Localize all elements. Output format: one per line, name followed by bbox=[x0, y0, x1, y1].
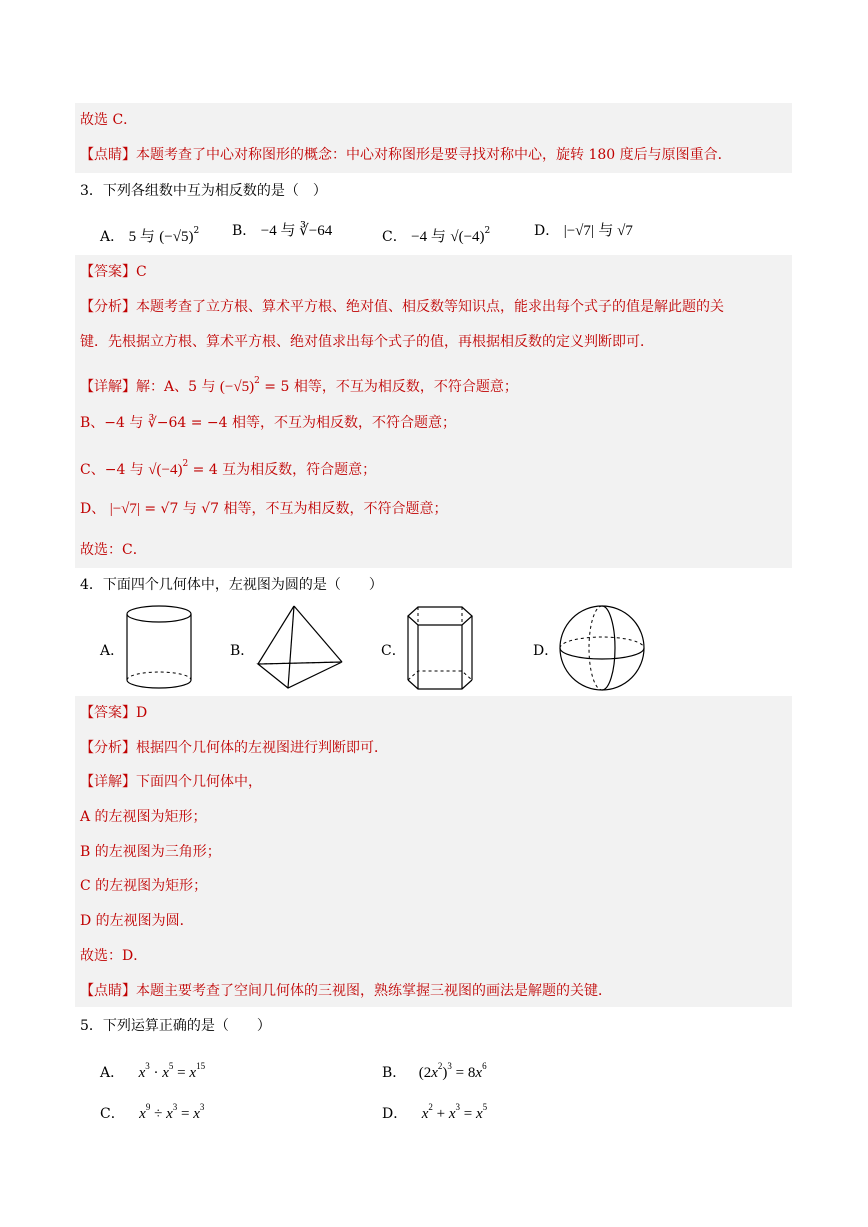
q3-option-b-text: −4 与 ∛−64 bbox=[260, 223, 333, 239]
q3-stem: 3．下列各组数中互为相反数的是（ ） bbox=[80, 183, 327, 199]
q5-stem: 5．下列运算正确的是（ ） bbox=[80, 1018, 271, 1034]
q3-detail-d-result: = √7 与 √7 相等，不互为相反数，不符合题意； bbox=[144, 501, 448, 517]
q3-detail-a-math: (−√5) bbox=[219, 379, 255, 395]
q3-analysis-1: 【分析】本题考查了立方根、算术平方根、绝对值、相反数等知识点，能求出每个式子的值是解此题的关 bbox=[80, 299, 724, 315]
q3-option-a-math: (−√5) bbox=[159, 229, 194, 245]
q3-answer: 【答案】C bbox=[80, 264, 147, 280]
q5-option-d: D． $x^2 + x^3 = x^5$ bbox=[382, 1102, 488, 1122]
sphere-figure bbox=[557, 604, 647, 692]
q3-option-b-label: B． bbox=[232, 223, 257, 239]
q5-option-a-label: A． bbox=[100, 1065, 125, 1081]
q3-detail-c: C、−4 与 $√(-4)^2 = 4$ 互为相反数，符合题意； bbox=[80, 459, 377, 478]
q3-detail-b: B、−4 与 ∛−64 = −4 相等，不互为相反数，不符合题意； bbox=[80, 415, 457, 431]
q5-option-b: B． $(2x^2)^3 = 8x^6$ bbox=[382, 1061, 487, 1081]
q3-option-a-text: 5 与 bbox=[128, 229, 155, 245]
q4-stem: 4．下面四个几何体中，左视图为圆的是（ ） bbox=[80, 577, 383, 593]
q5-option-d-label: D． bbox=[382, 1106, 408, 1122]
q4-label-b: B． bbox=[230, 643, 255, 659]
q4-detail-d: D 的左视图为圆． bbox=[80, 913, 194, 929]
q3-option-c-math: √(−4) bbox=[450, 229, 485, 245]
q3-detail-a-text: 【详解】解：A、5 与 bbox=[80, 379, 216, 395]
q5-option-c: C． $x^9 \div x^3 = x^3$ bbox=[100, 1102, 205, 1122]
q4-label-c: C． bbox=[381, 643, 406, 659]
q3-detail-a-result: = 5 相等，不互为相反数，不符合题意； bbox=[264, 379, 518, 395]
q3-analysis-2: 键．先根据立方根、算术平方根、绝对值求出每个式子的值，再根据相反数的定义判断即可． bbox=[80, 334, 654, 350]
q3-option-a-label: A． bbox=[100, 229, 125, 245]
q4-label-d: D． bbox=[533, 643, 559, 659]
q5-option-b-label: B． bbox=[382, 1065, 407, 1081]
q4-note: 【点睛】本题主要考查了空间几何体的三视图，熟练掌握三视图的画法是解题的关键． bbox=[80, 983, 612, 999]
q4-analysis: 【分析】根据四个几何体的左视图进行判断即可． bbox=[80, 740, 388, 756]
q4-detail-c: C 的左视图为矩形； bbox=[80, 878, 208, 894]
q4-detail: 【详解】下面四个几何体中， bbox=[80, 774, 262, 790]
q3-option-d-text: 与 √7 bbox=[598, 223, 633, 239]
hexagonal-prism-figure bbox=[404, 604, 476, 692]
q3-option-c: C． −4 与 $√(-4)^2$ bbox=[382, 226, 491, 245]
q3-detail-c-math: √(−4) bbox=[148, 462, 183, 478]
cylinder-figure bbox=[124, 604, 194, 692]
q3-option-d-label: D． bbox=[534, 223, 560, 239]
q3-detail-c-result: = 4 互为相反数，符合题意； bbox=[192, 462, 377, 478]
pyramid-figure bbox=[254, 604, 346, 690]
q4-answer: 【答案】D bbox=[80, 705, 148, 721]
q3-option-c-label: C． bbox=[382, 229, 407, 245]
q3-option-b bbox=[232, 221, 332, 241]
q3-option-a: A． 5 与 $(-√5)^2$ bbox=[100, 226, 200, 245]
prev-note: 【点睛】本题考查了中心对称图形的概念：中心对称图形是要寻找对称中心，旋转 180 度后与原图重合． bbox=[80, 147, 732, 163]
q4-detail-b: B 的左视图为三角形； bbox=[80, 844, 221, 860]
q4-detail-a: A 的左视图为矩形； bbox=[80, 809, 207, 825]
q5-option-c-label: C． bbox=[100, 1106, 125, 1122]
q3-detail-c-text: C、−4 与 bbox=[80, 462, 144, 478]
q4-choice: 故选：D． bbox=[80, 948, 148, 964]
q4-label-a: A． bbox=[100, 643, 125, 659]
q3-option-d-math: |−√7| bbox=[563, 223, 594, 239]
q3-detail-d-math: |−√7| bbox=[109, 501, 140, 517]
q3-option-d bbox=[534, 221, 633, 241]
prev-choice: 故选 C． bbox=[80, 112, 138, 128]
q3-choice: 故选：C． bbox=[80, 542, 147, 558]
q3-option-c-text: −4 与 bbox=[411, 229, 446, 245]
q5-option-a: A． $x^3 \cdot x^5 = x^{15}$ bbox=[100, 1061, 206, 1081]
q3-detail-d-text: D、 bbox=[80, 501, 106, 517]
q3-detail-d bbox=[80, 499, 448, 519]
q3-detail-a: 【详解】解：A、5 与 $(-√5)^2 = 5$ 相等，不互为相反数，不符合题意； bbox=[80, 376, 518, 395]
